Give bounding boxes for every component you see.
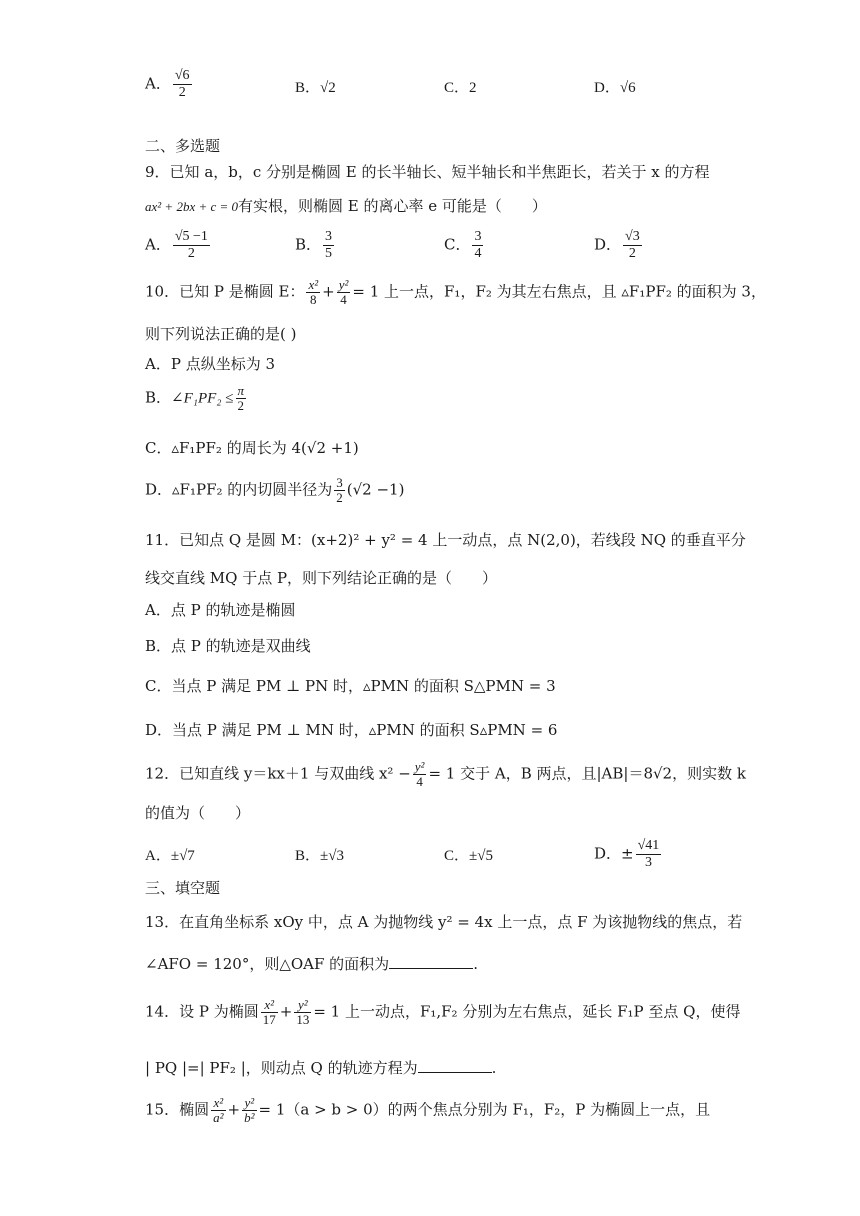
q11-option-a: A．点 P 的轨迹是椭圆: [145, 601, 296, 619]
q12-option-a: A．±√7: [145, 848, 195, 864]
q14-y-term: $\frac{\text{y²}}{13}$: [296, 997, 310, 1027]
q11-option-c: C．当点 P 满足 PM ⊥ PN 时，▵PMN 的面积 S△PMN = 3: [145, 677, 556, 695]
q13-answer-blank[interactable]: [389, 968, 473, 969]
q10-option-a: A．P 点纵坐标为 3: [145, 355, 276, 373]
q13-line-1: 13．在直角坐标系 xOy 中，点 A 为抛物线 y² = 4x 上一点，点 F 为该抛物线的焦点，若: [145, 913, 743, 931]
q9-option-a: A． $\frac{√5 -1}{2}$: [145, 229, 208, 261]
q12-line-2: 的值为（ ）: [145, 804, 251, 822]
q8-option-d: D．√6: [594, 80, 636, 96]
q11-option-b: B．点 P 的轨迹是双曲线: [145, 637, 311, 655]
q9-option-b: B． $\frac{3}{5}$: [295, 229, 333, 261]
q9-line-2: ax² + 2bx + c = 0有实根，则椭圆 E 的离心率 e 可能是（ ）: [145, 197, 547, 215]
q11-line-2: 线交直线 MQ 于点 P，则下列结论正确的是（ ）: [145, 569, 498, 587]
q12-line-1: 12．已知直线 y＝kx＋1 与双曲线 x² − $\frac{\text{y²}}{4}$ = 1 交于 A，B 两点，且|AB|＝8√2，则实数 k: [145, 759, 746, 789]
q8-a-fraction: $\frac{√6}{2}$: [174, 68, 190, 100]
q8-option-a: A． $\frac{√6}{2}$: [145, 68, 190, 100]
q12-option-b: B．±√3: [295, 848, 344, 864]
section-heading-fill: 三、填空题: [145, 879, 221, 897]
q8-option-c: C．2: [444, 80, 477, 96]
q15-line-1: 15．椭圆 $\frac{\text{x²}}{\text{a²}}$ + $\frac{\text{y²}}{\text{b²}}$ = 1（a > b > 0）的两个焦点分别为 F₁，F₂，P 为椭圆上一点，且: [145, 1095, 711, 1125]
q15-x-term: $\frac{\text{x²}}{\text{a²}}$: [213, 1095, 224, 1125]
q9-line-1: 9．已知 a，b，c 分别是椭圆 E 的长半轴长、短半轴长和半焦距长，若关于 x 的方程: [145, 163, 710, 181]
q10-option-c: C．▵F₁PF₂ 的周长为 4(√2 +1): [145, 439, 359, 457]
q14-line-2: | PQ |=| PF₂ |，则动点 Q 的轨迹方程为 .: [145, 1059, 497, 1077]
q11-option-d: D．当点 P 满足 PM ⊥ MN 时，▵PMN 的面积 S▵PMN = 6: [145, 721, 558, 739]
q10-x-term: $\frac{\text{x²}}{8}$: [308, 277, 319, 307]
q15-y-term: $\frac{\text{y²}}{\text{b²}}$: [244, 1095, 255, 1125]
q8-option-b: B．√2: [295, 80, 336, 96]
q10-y-term: $\frac{\text{y²}}{4}$: [338, 277, 349, 307]
q14-line-1: 14．设 P 为椭圆 $\frac{\text{x²}}{17}$ + $\frac{\text{y²}}{13}$ = 1 上一动点，F₁,F₂ 分别为左右焦点，延长 F₁P 至点 Q，使得: [145, 997, 741, 1027]
q13-line-2: ∠AFO = 120°，则△OAF 的面积为 .: [145, 955, 478, 973]
q14-answer-blank[interactable]: [418, 1072, 492, 1073]
q9-option-c: C． $\frac{3}{4}$: [444, 229, 482, 261]
q10-option-b: B．∠F₁PF₂ ≤ $\frac{\pi}{2}$: [145, 383, 245, 413]
section-heading-multi: 二、多选题: [145, 137, 221, 155]
q11-line-1: 11．已知点 Q 是圆 M：(x+2)² + y² = 4 上一动点，点 N(2,0)，若线段 NQ 的垂直平分: [145, 531, 746, 549]
q12-option-c: C．±√5: [444, 848, 493, 864]
q10-line-1: 10．已知 P 是椭圆 E： $\frac{\text{x²}}{8}$ + $\frac{\text{y²}}{4}$ = 1 上一点，F₁，F₂ 为其左右焦点，且 ▵F₁PF₂ 的面积为 3，: [145, 277, 766, 307]
q10-line-2: 则下列说法正确的是( ): [145, 325, 297, 343]
q12-option-d: D．± $\frac{√41}{3}$: [594, 838, 660, 870]
q9-option-d: D． $\frac{√3}{2}$: [594, 229, 640, 261]
q10-option-d: D．▵F₁PF₂ 的内切圆半径为 $\frac{3}{2}$ (√2 −1): [145, 475, 405, 505]
q12-y-term: $\frac{\text{y²}}{4}$: [414, 759, 425, 789]
q14-x-term: $\frac{\text{x²}}{17}$: [262, 997, 276, 1027]
